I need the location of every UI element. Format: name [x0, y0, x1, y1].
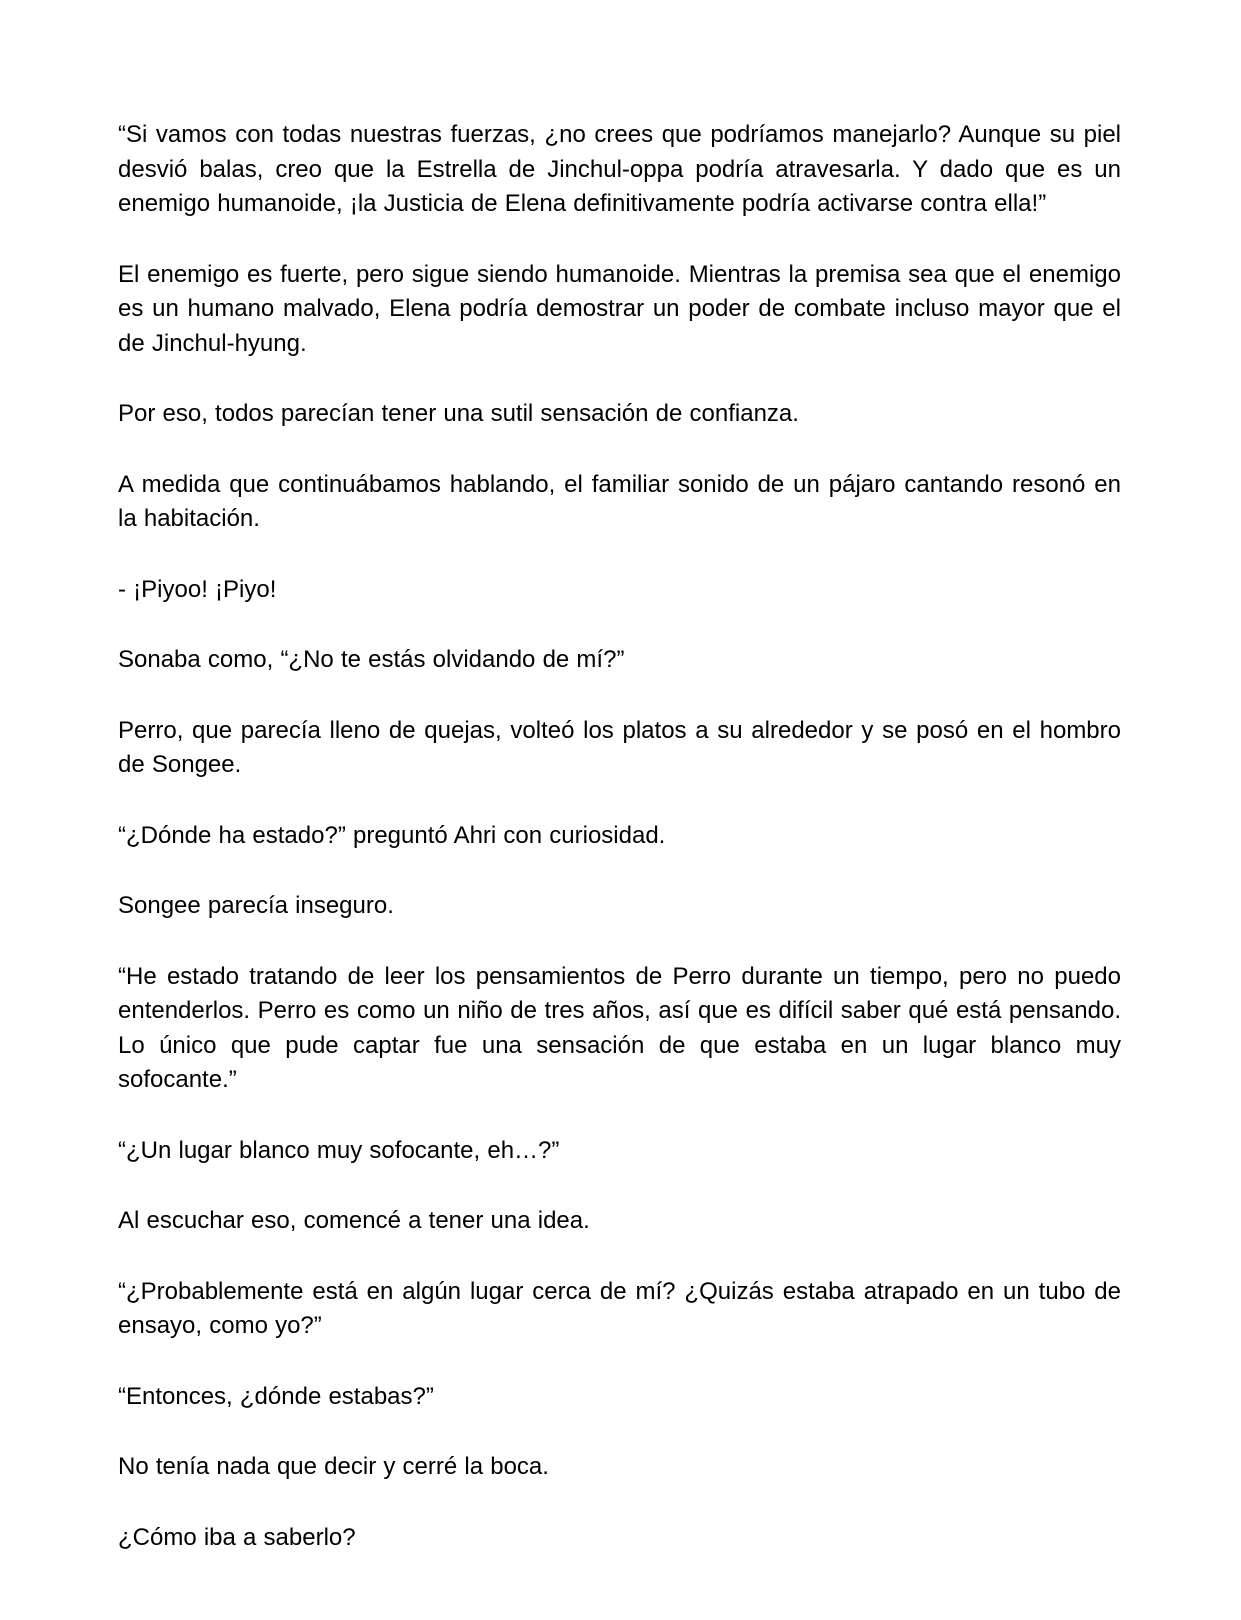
paragraph-15: No tenía nada que decir y cerré la boca. [118, 1453, 549, 1480]
paragraph-9: Songee parecía inseguro. [118, 892, 394, 919]
paragraph-5: - ¡Piyoo! ¡Piyo! [118, 575, 277, 603]
paragraph-7: Perro, que parecía lleno de quejas, volteó los platos a su alrededor y se posó en el hombro de Songee. [118, 716, 1121, 778]
paragraph-2: El enemigo es fuerte, pero sigue siendo humanoide. Mientras la premisa sea que el enemigo es un humano malvado, Elena podría demostrar un poder de combate incluso mayor que el de Jinchul-hyung. [118, 260, 1121, 357]
paragraph-3: Por eso, todos parecían tener una sutil sensación de confianza. [118, 400, 799, 427]
paragraph-14: “Entonces, ¿dónde estabas?” [118, 1382, 434, 1410]
paragraph-12: Al escuchar eso, comencé a tener una idea. [118, 1207, 590, 1234]
paragraph-8: “¿Dónde ha estado?” preguntó Ahri con curiosidad. [118, 821, 666, 849]
paragraph-16: ¿Cómo iba a saberlo? [118, 1523, 356, 1551]
paragraph-1: “Si vamos con todas nuestras fuerzas, ¿no crees que podríamos manejarlo? Aunque su piel desvió balas, creo que la Estrella de Jinchul-oppa podría atravesarla. Y dado que es un enemigo humanoide, ¡la Justicia de Elena definitivamente podría activarse contra ella!” [118, 121, 1121, 217]
paragraph-10: “He estado tratando de leer los pensamientos de Perro durante un tiempo, pero no puedo entenderlos. Perro es como un niño de tres años, así que es difícil saber qué está pensando. Lo único que pude captar fue una sensación de que estaba en un lugar blanco muy sofocante.” [118, 962, 1121, 1093]
paragraph-4: A medida que continuábamos hablando, el familiar sonido de un pájaro cantando resonó en la habitación. [118, 470, 1121, 532]
paragraph-11: “¿Un lugar blanco muy sofocante, eh…?” [118, 1136, 560, 1164]
paragraph-13: “¿Probablemente está en algún lugar cerca de mí? ¿Quizás estaba atrapado en un tubo de ensayo, como yo?” [118, 1277, 1121, 1339]
paragraph-6: Sonaba como, “¿No te estás olvidando de mí?” [118, 646, 625, 673]
